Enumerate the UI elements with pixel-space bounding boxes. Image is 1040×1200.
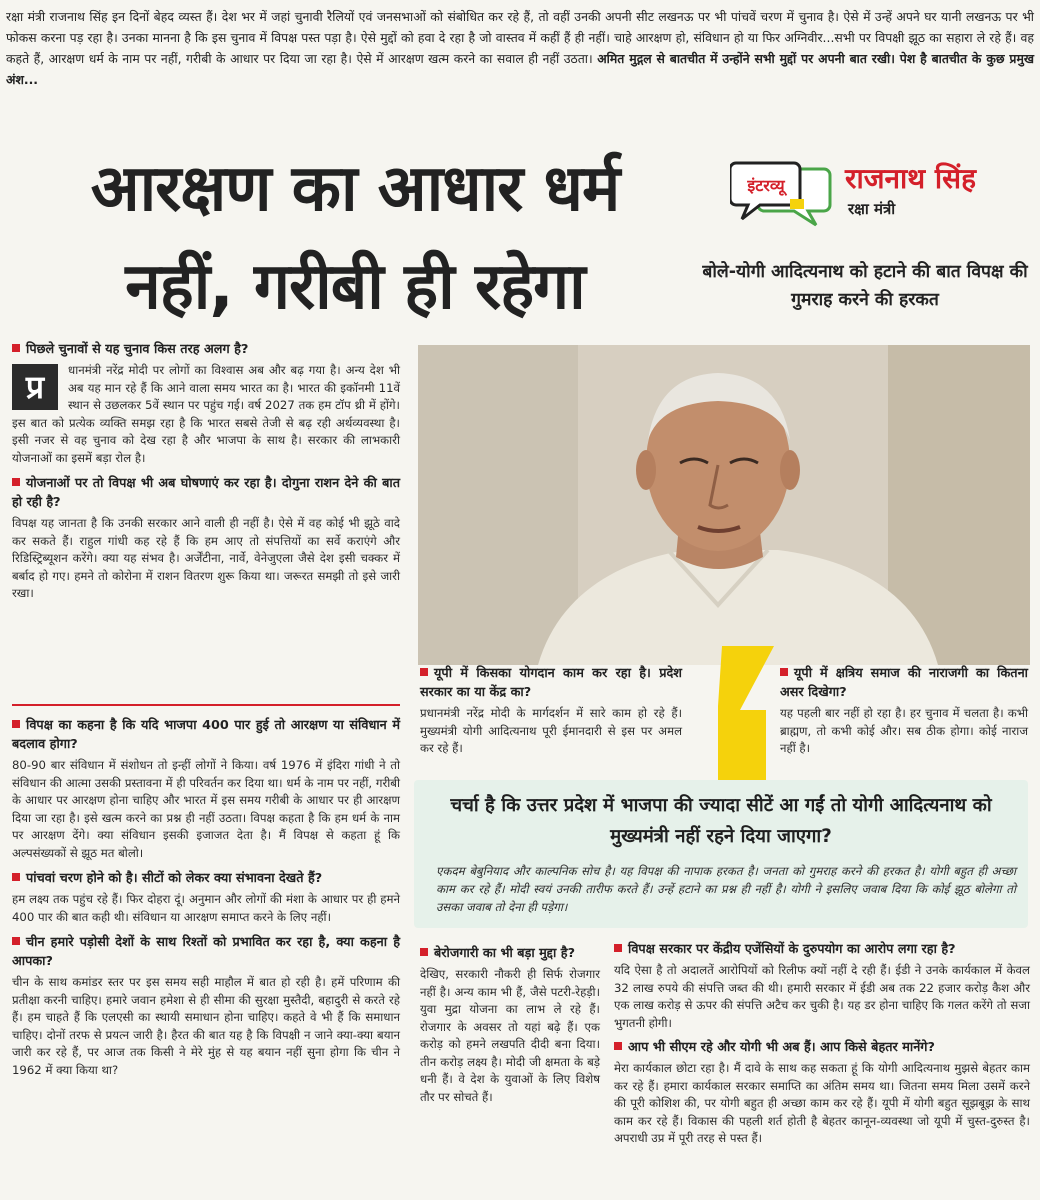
- question-unemployment: [420, 944, 600, 963]
- bullet-square-icon: [12, 937, 20, 945]
- question-kshatriya-text: यूपी में क्षत्रिय समाज की नाराजगी का कितना असर दिखेगा?: [780, 666, 1028, 700]
- answer-4: हम लक्ष्य तक पहुंच रहे हैं। फिर दोहरा दूं। अनुमान और लोगों की मंशा के आधार पर ही हमने 400 पार की बात कही थी। संविधान या आरक्षण समाप्त करने के लिए नहीं।: [12, 892, 400, 924]
- bullet-square-icon: [12, 873, 20, 881]
- answer-kshatriya: यह पहली बार नहीं हो रहा है। हर चुनाव में चलता है। कभी ब्राह्मण, तो कभी कोई और। सब ठीक होगा। कोई नाराज नहीं है।: [780, 706, 1028, 755]
- mid-left-block: [420, 664, 682, 758]
- question-unemployment-text: बेरोजगारी का भी बड़ा मुद्दा है?: [434, 946, 575, 961]
- answer-unemployment: देखिए, सरकारी नौकरी ही सिर्फ रोजगार नहीं है। अन्य काम भी हैं, जैसे पटरी-रेहड़ी। युवा मुद्रा योजना का लाभ ले रहे हैं। रोजगार के अवसर तो यहां बढ़े हैं। एक करोड़ को हमने लखपति दीदी बना दिया। तीन करोड़ लक्ष्य है। मोदी जी क्षमता के बड़े धनी हैं। वे देश के युवाओं के लिए विशेष तौर पर सोचते हैं।: [420, 967, 600, 1104]
- left-column-lower: [12, 716, 400, 1079]
- question-4: [12, 869, 400, 888]
- callout-question: चर्चा है कि उत्तर प्रदेश में भाजपा की ज्यादा सीटें आ गईं तो योगी आदित्यनाथ को मुख्यमंत्री नहीं रहने दिया जाएगा?: [450, 795, 992, 847]
- bullet-square-icon: [12, 720, 20, 728]
- bullet-square-icon: [614, 944, 622, 952]
- answer-1: [12, 362, 400, 467]
- callout-answer: एकदम बेबुनियाद और काल्पनिक सोच है। यह विपक्ष की नापाक हरकत है। जनता को गुमराह करने की हरकत है। योगी बहुत ही अच्छा काम कर रहे हैं। मोदी स्वयं उनकी तारीफ करते हैं। उन्हें हटाने का प्रश्न ही नहीं है। योगी ने इसलिए जवाब दिया कि कोई झूठ बोलेगा तो उसका जवाब तो देना ही पड़ेगा।: [436, 864, 1016, 914]
- interview-badge: [730, 155, 1030, 245]
- bullet-square-icon: [780, 668, 788, 676]
- bottom-right-block: [614, 940, 1030, 1148]
- question-agencies-text: विपक्ष सरकार पर केंद्रीय एजेंसियों के दुरुपयोग का आरोप लगा रहा है?: [628, 942, 956, 957]
- question-cm-comparison-text: आप भी सीएम रहे और योगी भी अब हैं। आप किसे बेहतर मानेंगे?: [628, 1040, 935, 1055]
- question-5: [12, 933, 400, 971]
- bullet-square-icon: [12, 344, 20, 352]
- mid-right-block: [780, 664, 1028, 758]
- question-1: [12, 340, 400, 359]
- answer-cm-comparison: मेरा कार्यकाल छोटा रहा है। मैं दावे के साथ कह सकता हूं कि योगी आदित्यनाथ मुझसे बेहतर काम कर रहे हैं। हमारा कार्यकाल सरकार समाप्ति का अंतिम समय था। जितना समय मिला उसमें करने की पूरी कोशिश की, पर योगी बहुत ही अच्छा काम कर रहे हैं। यूपी में योगी बहुत सूझबूझ के साथ काम कर रहे हैं। विकास की पहली शर्त होती है बेहतर कानून-व्यवस्था जो यूपी में चुस्त-दुरुस्त है। अपराधी उप्र में पूरी तरह से पस्त हैं।: [614, 1061, 1030, 1145]
- question-4-text: पांचवां चरण होने को है। सीटों को लेकर क्या संभावना देखते हैं?: [26, 871, 323, 886]
- drop-cap: प्र: [12, 364, 58, 410]
- question-3-text: विपक्ष का कहना है कि यदि भाजपा 400 पार हुई तो आरक्षण या संविधान में बदलाव होगा?: [12, 718, 400, 752]
- intro-paragraph: [6, 6, 1034, 90]
- callout-box: [414, 780, 1028, 928]
- question-2-text: योजनाओं पर तो विपक्ष भी अब घोषणाएं कर रहा है। दोगुना राशन देने की बात हो रही है?: [12, 476, 400, 510]
- intro-text: रक्षा मंत्री राजनाथ सिंह इन दिनों बेहद व्यस्त हैं। देश भर में जहां चुनावी रैलियों एवं जनसभाओं को संबोधित कर रहे हैं, तो वहीं उनकी अपनी सीट लखनऊ पर भी पांचवें चरण में चुनाव है। ऐसे में उन्हें अपने घर यानी लखनऊ पर भी फोकस करना पड़ रहा है। उनका मानना है कि इस चुनाव में विपक्ष पस्त पड़ा है। ऐसे मुद्दों को हवा दे रहा है जो वास्तव में कहीं हैं ही नहीं। चाहे आरक्षण हो, संविधान हो या फिर अग्निवीर...सभी पर विपक्षी झूठ का सहारा ले रहे हैं। वह कहते हैं, आरक्षण धर्म के नाम पर नहीं, गरीबी के आधार पर दिया जा रहा है। ऐसे में आरक्षण खत्म करने का सवाल ही नहीं उठता।: [6, 9, 1034, 66]
- portrait-illustration: [418, 345, 1030, 665]
- headline-line-1: आरक्षण का आधार धर्म: [90, 152, 620, 226]
- left-column: [12, 340, 400, 603]
- bottom-mid-block: [420, 944, 600, 1106]
- question-5-text: चीन हमारे पड़ोसी देशों के साथ रिश्तों को प्रभावित कर रहा है, क्या कहना है आपका?: [12, 935, 400, 969]
- portrait-photo: [418, 345, 1030, 665]
- interviewee-name: राजनाथ सिंह: [845, 162, 976, 195]
- question-3: [12, 716, 400, 754]
- question-up-contribution-text: यूपी में किसका योगदान काम कर रहा है। प्रदेश सरकार का या केंद्र का?: [420, 666, 682, 700]
- question-cm-comparison: [614, 1038, 1030, 1057]
- speech-bubble-icon: [730, 159, 832, 233]
- headline: [10, 140, 700, 336]
- question-kshatriya: [780, 664, 1028, 702]
- answer-3: 80-90 बार संविधान में संशोधन तो इन्हीं लोगों ने किया। वर्ष 1976 में इंदिरा गांधी ने तो संविधान की आत्मा उसकी प्रस्तावना में ही परिवर्तन कर दिया था। धर्म के नाम पर नहीं, गरीबी के आधार पर आरक्षण होना चाहिए और भारत में इस समय गरीबी के आधार पर ही आरक्षण दिया जा रहा है। इसे खत्म करने का प्रश्न ही नहीं उठता। विपक्ष कहता है कि हम धर्म के नाम पर आरक्षण देंगे। क्या संविधान इसकी इजाजत देता है। मैं विपक्ष से कहता हूं कि अल्पसंख्यकों से झूठ मत बोलो।: [12, 758, 400, 860]
- bullet-square-icon: [614, 1042, 622, 1050]
- bullet-square-icon: [420, 668, 428, 676]
- answer-up-contribution: प्रधानमंत्री नरेंद्र मोदी के मार्गदर्शन में सारे काम हो रहे हैं। मुख्यमंत्री योगी आदित्यनाथ पूरी ईमानदारी से इस पर अमल कर रहे हैं।: [420, 706, 682, 755]
- headline-line-2: नहीं, गरीबी ही रहेगा: [125, 250, 585, 324]
- kicker-subheadline: बोले-योगी आदित्यनाथ को हटाने की बात विपक्ष की गुमराह करने की हरकत: [702, 262, 1028, 310]
- question-up-contribution: [420, 664, 682, 702]
- intro-bold-text: अमित मुद्गल से बातचीत में उन्होंने सभी मुद्दों पर अपनी बात रखी। पेश है बातचीत के कुछ प्रमुख अंश...: [6, 51, 1034, 87]
- interviewee-role: रक्षा मंत्री: [848, 200, 896, 218]
- section-divider: [12, 704, 400, 706]
- answer-5: चीन के साथ कमांडर स्तर पर इस समय सही माहौल में बात हो रही है। हमें परिणाम की प्रतीक्षा करनी चाहिए। हमारे जवान हमेशा से ही सीमा की सुरक्षा मुस्तैदी, बहादुरी से करते रहे हैं। हम चाहते हैं कि एलएसी का स्थायी समाधान होना चाहिए। कहते वे भी हैं कि समाधान चाहिए। दोनों तरफ से प्रयत्न जारी है। हैरत की बात यह है कि विपक्षी न जाने क्या-क्या बयान जारी कर रहे हैं, पर आज तक किसी ने मेरे मुंह से यह बयान नहीं सुना होगा कि चीन ने 1962 में क्या किया था?: [12, 975, 400, 1077]
- answer-2: विपक्ष यह जानता है कि उनकी सरकार आने वाली ही नहीं है। ऐसे में वह कोई भी झूठे वादे कर सकते हैं। राहुल गांधी कह रहे हैं कि हम आए तो संपत्तियों का सर्वे कराएंगे और रिडिस्ट्रिब्यूशन करेंगे। क्या यह संभव है। अर्जेंटीना, नार्वे, वेनेजुएला जैसे देश इसी चक्कर में बर्बाद हो गए। हमने तो कोरोना में राशन वितरण शुरू किया था। जरूरत समझी तो इसे जारी रखा।: [12, 516, 400, 600]
- bullet-square-icon: [12, 478, 20, 486]
- answer-agencies: यदि ऐसा है तो अदालतें आरोपियों को रिलीफ क्यों नहीं दे रही हैं। ईडी ने उनके कार्यकाल में केवल 32 लाख रुपये की संपत्ति जब्त की थी। हमारी सरकार में ईडी अब तक 22 हजार करोड़ कैश और एक लाख करोड़ से ऊपर की संपत्ति अटैच कर चुकी है। यह डर होना चाहिए कि गलत करेंगे तो सजा भुगतनी होगी।: [614, 963, 1030, 1030]
- question-agencies: [614, 940, 1030, 959]
- question-1-text: पिछले चुनावों से यह चुनाव किस तरह अलग है?: [26, 342, 249, 357]
- badge-label: इंटरव्यू: [747, 176, 785, 195]
- answer-1-text: धानमंत्री नरेंद्र मोदी पर लोगों का विश्वास अब और बढ़ गया है। अन्य देश भी अब यह मान रहे हैं कि आने वाला समय भारत का है। भारत की इकॉनमी 11वें स्थान से उछलकर 5वें स्थान पर पहुंच गई। वर्ष 2027 तक हम टॉप थ्री में होंगे। इस बात को प्रत्येक व्यक्ति समझ रहा है कि भारत सबसे तेजी से बढ़ रही अर्थव्यवस्था है। इसी नजर से वह चुनाव को देख रहा है और भाजपा के साथ है। सरकार की लाभकारी योजनाओं का इसमें बड़ा रोल है।: [12, 363, 400, 465]
- bullet-square-icon: [420, 948, 428, 956]
- question-2: [12, 474, 400, 512]
